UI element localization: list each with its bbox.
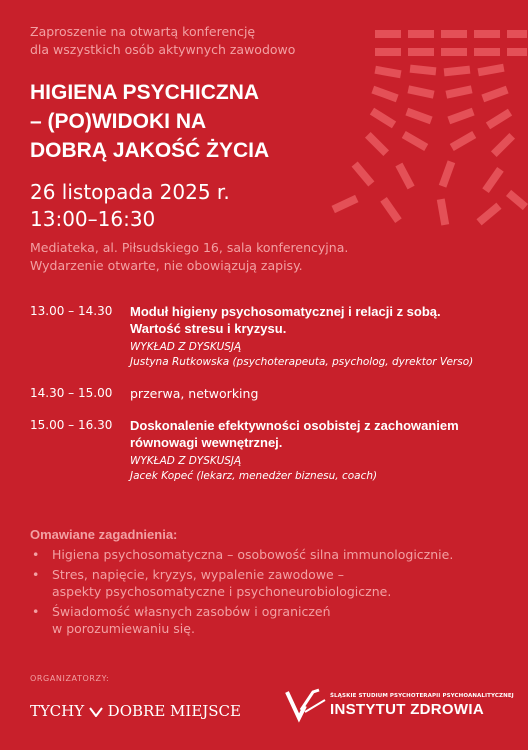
title-line-1: HIGIENA PSYCHICZNA bbox=[30, 81, 260, 104]
bullet-icon: • bbox=[32, 547, 40, 562]
tychy-logo-slogan: DOBRE MIEJSCE bbox=[107, 702, 241, 720]
heart-check-icon bbox=[89, 705, 103, 717]
topics-section bbox=[30, 527, 510, 640]
title-line-2: – (PO)WIDOKI NA bbox=[30, 110, 207, 133]
event-venue bbox=[30, 239, 348, 275]
invitation-line-2: dla wszystkich osób aktywnych zawodowo bbox=[30, 42, 296, 57]
agenda-slot-format: WYKŁAD Z DYSKUSJĄ bbox=[130, 455, 242, 467]
agenda-slot-title: Moduł higieny psychosomatycznej i relacji z sobą. bbox=[130, 304, 441, 319]
event-title bbox=[30, 78, 269, 165]
agenda bbox=[30, 303, 510, 499]
topic-text-cont: w porozumiewaniu się. bbox=[52, 621, 195, 636]
verso-logo-name: INSTYTUT ZDROWIA bbox=[330, 701, 484, 718]
topic-text: Świadomość własnych zasobów i ograniczeń bbox=[52, 604, 331, 619]
agenda-slot-format: WYKŁAD Z DYSKUSJĄ bbox=[130, 341, 242, 353]
title-line-3: DOBRĄ JAKOŚĆ ŻYCIA bbox=[30, 139, 270, 162]
list-item bbox=[30, 566, 510, 600]
organizers-label: ORGANIZATORZY: bbox=[30, 674, 110, 683]
agenda-slot-title: Doskonalenie efektywności osobistej z zachowaniem bbox=[130, 418, 459, 433]
agenda-slot-time: 13.00 – 14.30 bbox=[30, 304, 113, 318]
agenda-slot-time: 15.00 – 16.30 bbox=[30, 418, 113, 432]
bullet-icon: • bbox=[32, 604, 40, 619]
verso-logo-icon bbox=[285, 688, 329, 724]
agenda-slot-title-cont: Wartość stresu i kryzysu. bbox=[130, 321, 287, 336]
decorative-dash-pattern bbox=[330, 20, 528, 250]
event-time: 13:00–16:30 bbox=[30, 207, 156, 231]
agenda-slot-time: 14.30 – 15.00 bbox=[30, 386, 113, 400]
tychy-logo bbox=[30, 702, 241, 720]
verso-logo-subtitle: ŚLĄSKIE STUDIUM PSYCHOTERAPII PSYCHOANALITYCZNEJ bbox=[330, 693, 514, 699]
agenda-slot-speaker: Jacek Kopeć (lekarz, menedżer biznesu, coach) bbox=[130, 470, 378, 482]
topics-title: Omawiane zagadnienia: bbox=[30, 527, 178, 542]
agenda-slot bbox=[30, 303, 510, 370]
topics-list bbox=[30, 546, 510, 637]
agenda-slot bbox=[30, 385, 510, 402]
event-date-time bbox=[30, 179, 230, 233]
agenda-slot bbox=[30, 417, 510, 484]
agenda-slot-speaker: Justyna Rutkowska (psychoterapeuta, psycholog, dyrektor Verso) bbox=[130, 356, 474, 368]
event-date: 26 listopada 2025 r. bbox=[30, 180, 230, 204]
topic-text: Higiena psychosomatyczna – osobowość silna immunologicznie. bbox=[52, 547, 454, 562]
topic-text: Stres, napięcie, kryzys, wypalenie zawodowe – bbox=[52, 567, 344, 582]
agenda-slot-title-cont: równowagi wewnętrznej. bbox=[130, 435, 283, 450]
invitation-line-1: Zaproszenie na otwartą konferencję bbox=[30, 24, 256, 39]
list-item bbox=[30, 546, 510, 563]
bullet-icon: • bbox=[32, 567, 40, 582]
list-item bbox=[30, 603, 510, 637]
invitation-text bbox=[30, 23, 295, 59]
topic-text-cont: aspekty psychosomatyczne i psychoneurobiologiczne. bbox=[52, 584, 392, 599]
verso-logo bbox=[330, 693, 514, 718]
agenda-slot-break: przerwa, networking bbox=[130, 386, 259, 401]
tychy-logo-name: TYCHY bbox=[30, 702, 85, 720]
venue-line-2: Wydarzenie otwarte, nie obowiązują zapisy. bbox=[30, 258, 303, 273]
venue-line-1: Mediateka, al. Piłsudskiego 16, sala konferencyjna. bbox=[30, 240, 349, 255]
